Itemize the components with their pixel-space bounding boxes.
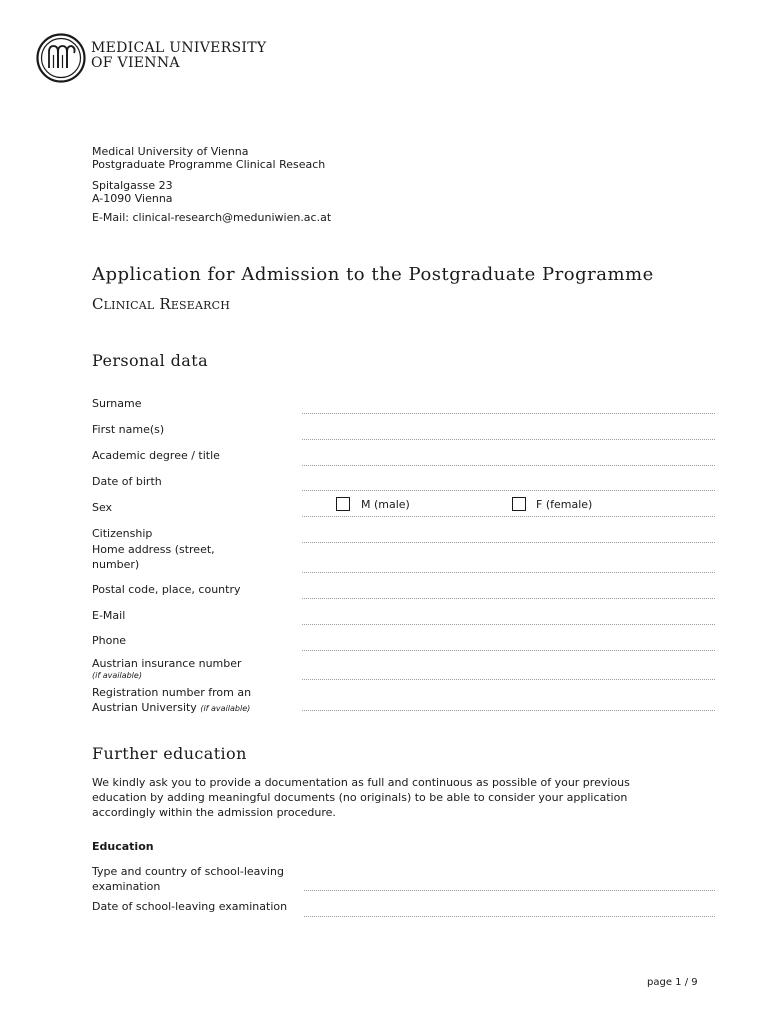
- registration-label-text: Registration number from an Austrian University: [92, 686, 252, 714]
- surname-field[interactable]: [302, 413, 715, 414]
- school-date-label: Date of school-leaving examination: [92, 900, 288, 913]
- school-type-field[interactable]: [304, 890, 715, 891]
- sex-female-label: F (female): [536, 498, 593, 511]
- further-education-paragraph: We kindly ask you to provide a documentation as full and continuous as possible of your previous education by adding meaningful documents (no originals) to be able to consider your application accordingly within the admission procedure.: [92, 776, 630, 819]
- page-number: page 1 / 9: [647, 977, 698, 988]
- citizenship-label: Citizenship: [92, 527, 153, 540]
- further-education-heading: Further education: [92, 744, 247, 763]
- surname-label: Surname: [92, 397, 142, 410]
- programme-title: Clinical Research: [92, 295, 231, 313]
- dob-label: Date of birth: [92, 475, 162, 488]
- postal-label: Postal code, place, country: [92, 583, 241, 596]
- sex-male-label: M (male): [361, 498, 410, 511]
- insurance-label: Austrian insurance number: [92, 657, 242, 670]
- sex-female-checkbox[interactable]: [512, 497, 526, 511]
- education-heading: Education: [92, 840, 154, 853]
- postal-field[interactable]: [302, 598, 715, 599]
- email-field[interactable]: [302, 624, 715, 625]
- first-names-label: First name(s): [92, 423, 165, 436]
- first-names-field[interactable]: [302, 439, 715, 440]
- dob-field[interactable]: [302, 490, 715, 491]
- sex-label: Sex: [92, 501, 113, 514]
- sex-field-line: [302, 516, 715, 517]
- logo-line-2: OF VIENNA: [91, 55, 180, 71]
- insurance-field[interactable]: [302, 679, 715, 680]
- citizenship-field[interactable]: [302, 542, 715, 543]
- sex-male-checkbox[interactable]: [336, 497, 350, 511]
- personal-data-heading: Personal data: [92, 351, 209, 370]
- email-label: E-Mail: [92, 609, 126, 622]
- phone-label: Phone: [92, 634, 127, 647]
- registration-note: (if available): [200, 704, 251, 713]
- school-date-field[interactable]: [304, 916, 715, 917]
- registration-label: [92, 685, 272, 716]
- degree-label: Academic degree / title: [92, 449, 220, 462]
- registration-field[interactable]: [302, 710, 715, 711]
- address-programme: Postgraduate Programme Clinical Reseach: [92, 158, 326, 171]
- address-email: E-Mail: clinical-research@meduniwien.ac.at: [92, 211, 332, 224]
- home-address-label: Home address (street, number): [92, 543, 215, 571]
- university-seal-icon: [36, 33, 86, 83]
- home-address-field[interactable]: [302, 572, 715, 573]
- logo-wordmark: [91, 41, 266, 71]
- logo-line-1: MEDICAL UNIVERSITY: [91, 40, 267, 56]
- phone-field[interactable]: [302, 650, 715, 651]
- school-type-label: Type and country of school-leaving examination: [92, 865, 284, 893]
- address-city: A-1090 Vienna: [92, 192, 173, 205]
- insurance-note: (if available): [92, 671, 142, 680]
- address-street: Spitalgasse 23: [92, 179, 173, 192]
- degree-field[interactable]: [302, 465, 715, 466]
- address-institution: Medical University of Vienna: [92, 145, 249, 158]
- document-title: Application for Admission to the Postgraduate Programme: [92, 264, 654, 285]
